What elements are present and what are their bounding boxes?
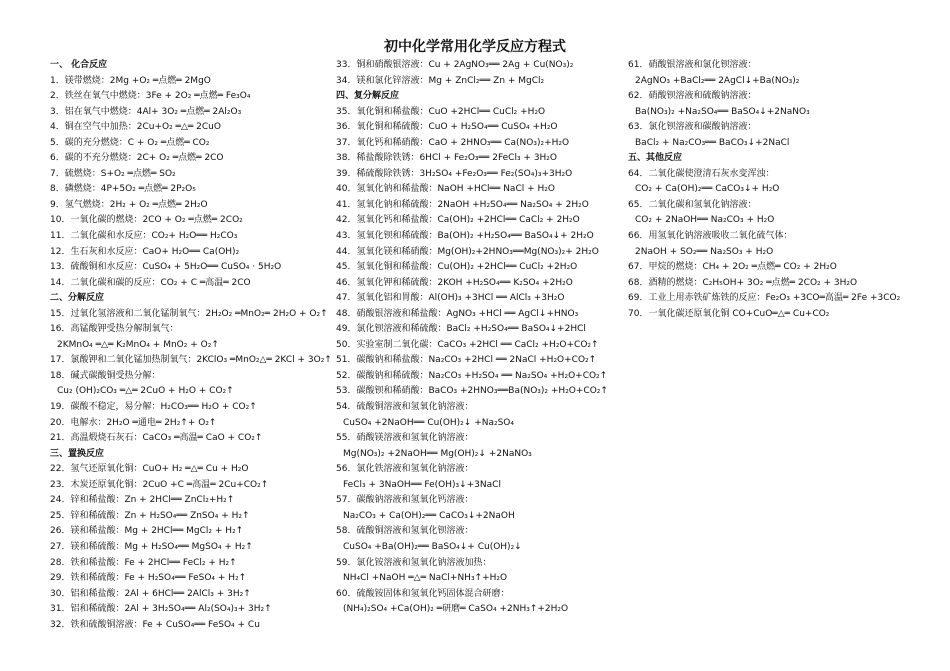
equation-line: NH₄Cl +NaOH ═△═ NaCl+NH₃↑+H₂O	[343, 573, 508, 584]
equation-line: 68．酒精的燃烧：C₂H₅OH+ 3O₂ ═点燃═ 2CO₂ + 3H₂O	[628, 277, 858, 288]
equation-line: 35．氧化铜和稀盐酸：CuO +2HCl══ CuCl₂ +H₂O	[336, 106, 546, 117]
equation-line: 70．一氧化碳还原氧化铜 CO+CuO═△═ Cu+CO₂	[628, 308, 830, 319]
equation-line: 3．铝在氧气中燃烧：4Al+ 3O₂ ═点燃═ 2Al₂O₃	[50, 106, 242, 117]
equation-line: 44．氢氧化镁和稀硝酸：Mg(OH)₂+2HNO₃══Mg(NO₃)₂+ 2H₂O	[336, 246, 599, 257]
equation-line: 56．氯化铁溶液和氢氧化钠溶液：	[336, 464, 474, 475]
equation-line: 26．镁和稀盐酸：Mg + 2HCl══ MgCl₂ + H₂↑	[50, 526, 244, 537]
equation-line: 50．实验室制二氧化碳：CaCO₃ +2HCl ══ CaCl₂ +H₂O+CO₂↑	[336, 339, 599, 350]
equation-line: (NH₄)₂SO₄ +Ca(OH)₂ ═研磨═ CaSO₄ +2NH₃↑+2H₂O	[343, 604, 569, 615]
equation-line: 37．氧化钙和稀硝酸：CaO + 2HNO₃══ Ca(NO₃)₂+H₂O	[336, 137, 570, 148]
equation-line: CO₂ + Ca(OH)₂══ CaCO₃↓+ H₂O	[635, 184, 780, 195]
equation-line: 42．氢氧化钙和稀盐酸：Ca(OH)₂ +2HCl══ CaCl₂ + 2H₂O	[336, 215, 580, 226]
equation-line: 4．铜在空气中加热：2Cu+O₂ ═△═ 2CuO	[50, 122, 221, 133]
equation-line: 40．氢氧化钠和稀盐酸：NaOH +HCl══ NaCl + H₂O	[336, 184, 555, 195]
equation-line: 57．碳酸钠溶液和氢氧化钙溶液：	[336, 495, 474, 506]
equation-line: 2KMnO₄ ═△═ K₂MnO₄ + MnO₂ + O₂↑	[57, 339, 219, 350]
equation-line: 66．用氢氧化钠溶液吸收二氧化硫气体：	[628, 231, 793, 242]
equation-line: Ba(NO₃)₂ +Na₂SO₄══ BaSO₄↓+2NaNO₃	[635, 106, 810, 117]
section-heading: 三、置换反应	[50, 448, 105, 459]
equation-line: 47．氢氧化铝和胃酸：Al(OH)₃ +3HCl ══ AlCl₃ +3H₂O	[336, 293, 565, 304]
section-heading: 四、复分解反应	[336, 91, 400, 102]
section-heading: 二、分解反应	[50, 293, 105, 304]
equation-line: 46．氢氧化钾和稀硫酸：2KOH +H₂SO₄══ K₂SO₄ +2H₂O	[336, 277, 573, 288]
equation-line: 27．镁和稀硫酸：Mg + H₂SO₄══ MgSO₄ + H₂↑	[50, 541, 253, 552]
equation-line: 38．稀盐酸除铁锈：6HCl + Fe₂O₃══ 2FeCl₃ + 3H₂O	[336, 153, 558, 164]
section-heading: 一、 化合反应	[50, 60, 108, 70]
equation-line: 32．铁和硫酸铜溶液：Fe + CuSO₄══ FeSO₄ + Cu	[50, 619, 260, 630]
equation-line: 2NaOH + SO₂══ Na₂SO₃ + H₂O	[635, 246, 774, 257]
equation-line: 16．高锰酸钾受热分解制氧气：	[50, 324, 179, 335]
equation-line: CuSO₄ +Ba(OH)₂══ BaSO₄↓+ Cu(OH)₂↓	[343, 541, 522, 552]
equation-line: 45．氢氧化铜和稀盐酸：Cu(OH)₂ +2HCl══ CuCl₂ +2H₂O	[336, 262, 578, 273]
equation-line: 18．碱式碳酸铜受热分解：	[50, 370, 161, 381]
equation-line: 33．铜和硝酸银溶液：Cu + 2AgNO₃══ 2Ag + Cu(NO₃)₂	[336, 60, 574, 70]
equation-line: 61．硝酸银溶液和氯化钡溶液：	[628, 60, 757, 70]
equation-line: 28．铁和稀盐酸：Fe + 2HCl══ FeCl₂ + H₂↑	[50, 557, 237, 568]
page-title: 初中化学常用化学反应方程式	[384, 39, 566, 55]
equation-line: 41．氢氧化钠和稀硫酸：2NaOH +H₂SO₄══ Na₂SO₄ + 2H₂O	[336, 199, 589, 210]
equation-line: 54．硫酸铜溶液和氢氧化钠溶液：	[336, 402, 474, 413]
equation-line: 1．镁带燃烧：2Mg +O₂ ═点燃═ 2MgO	[50, 75, 211, 86]
equation-line: 7．硫燃烧：S+O₂ ═点燃═ SO₂	[50, 168, 176, 179]
equation-line: 24．锌和稀盐酸：Zn + 2HCl══ ZnCl₂+H₂↑	[50, 495, 235, 506]
equation-line: 65．二氧化碳和氢氧化钠溶液：	[628, 199, 757, 210]
equation-line: 2．铁丝在氧气中燃烧：3Fe + 2O₂ ═点燃═ Fe₃O₄	[50, 91, 251, 102]
equation-line: CO₂ + 2NaOH══ Na₂CO₃ + H₂O	[635, 215, 775, 226]
equation-line: 23．木炭还原氧化铜：2CuO +C ═高温═ 2Cu+CO₂↑	[50, 479, 269, 490]
equation-line: 25．锌和稀硫酸：Zn + H₂SO₄══ ZnSO₄ + H₂↑	[50, 510, 250, 521]
equation-line: BaCl₂ + Na₂CO₃══ BaCO₃↓+2NaCl	[635, 137, 790, 148]
column-2	[336, 58, 620, 618]
equation-line: 39．稀硫酸除铁锈：3H₂SO₄ +Fe₂O₃══ Fe₂(SO₄)₃+3H₂O	[336, 168, 573, 179]
equation-line: 14．二氧化碳和碳的反应：CO₂ + C ═高温═ 2CO	[50, 277, 251, 288]
equation-line: 21．高温煅烧石灰石：CaCO₃ ═高温═ CaO + CO₂↑	[50, 433, 263, 444]
equation-line: 6．碳的不充分燃烧：2C+ O₂ ═点燃═ 2CO	[50, 153, 224, 164]
equation-line: 12．生石灰和水反应：CaO+ H₂O══ Ca(OH)₂	[50, 246, 240, 257]
equation-line: 36．氧化铜和稀硫酸：CuO + H₂SO₄══ CuSO₄ +H₂O	[336, 122, 558, 133]
equation-line: 48．硝酸银溶液和稀盐酸：AgNO₃ +HCl ══ AgCl↓+HNO₃	[336, 308, 579, 319]
equation-line: 58．硫酸铜溶液和氢氧化钡溶液：	[336, 526, 474, 537]
equation-line: 49．氯化钡溶液和稀硫酸：BaCl₂ +H₂SO₄══ BaSO₄↓+2HCl	[336, 324, 586, 335]
equation-line: 2AgNO₃ +BaCl₂══ 2AgCl↓+Ba(NO₃)₂	[635, 75, 800, 86]
equation-line: 64．二氧化碳使澄清石灰水变浑浊：	[628, 168, 775, 179]
equation-line: 67．甲烷的燃烧：CH₄ + 2O₂ ═点燃═ CO₂ + 2H₂O	[628, 262, 837, 273]
equation-line: 55．硝酸镁溶液和氢氧化钠溶液：	[336, 433, 474, 444]
equation-line: 17．氯酸钾和二氧化锰加热制氧气：2KClO₃ ═MnO₂△═ 2KCl + 3O₂↑	[50, 355, 332, 366]
equation-line: Cu₂ (OH)₂CO₃ ═△═ 2CuO + H₂O + CO₂↑	[57, 386, 234, 397]
equation-line: 29．铁和稀硫酸：Fe + H₂SO₄══ FeSO₄ + H₂↑	[50, 573, 247, 584]
equation-line: 13．硫酸铜和水反应：CuSO₄ + 5H₂O══ CuSO₄ · 5H₂O	[50, 262, 282, 273]
column-1	[50, 58, 330, 633]
section-heading: 五、其他反应	[628, 153, 683, 164]
equation-line: 11．二氧化碳和水反应：CO₂+ H₂O══ H₂CO₃	[50, 231, 238, 242]
equation-line: 10．一氧化碳的燃烧：2CO + O₂ ═点燃═ 2CO₂	[50, 215, 243, 226]
equation-line: Mg(NO₃)₂ +2NaOH══ Mg(OH)₂↓ +2NaNO₃	[343, 448, 532, 459]
equation-line: 19．碳酸不稳定，易分解：H₂CO₃══ H₂O + CO₂↑	[50, 402, 257, 413]
equation-line: 8．磷燃烧：4P+5O₂ ═点燃═ 2P₂O₅	[50, 184, 196, 195]
equation-line: 62．硝酸钡溶液和硫酸钠溶液：	[628, 91, 757, 102]
equation-line: 43．氢氧化钡和稀硫酸：Ba(OH)₂ +H₂SO₄══ BaSO₄↓+ 2H₂O	[336, 231, 594, 242]
equation-line: 63．氯化钡溶液和碳酸钠溶液：	[628, 122, 757, 133]
equation-line: 34．镁和氯化锌溶液：Mg + ZnCl₂══ Zn + MgCl₂	[336, 75, 545, 86]
equation-line: 53．碳酸钡和稀硝酸：BaCO₃ +2HNO₃══Ba(NO₃)₂ +H₂O+CO₂↑	[336, 386, 608, 397]
equation-line: 15．过氧化氢溶液和二氧化锰制氧气：2H₂O₂ ═MnO₂═ 2H₂O + O₂↑	[50, 308, 328, 319]
equation-line: 59．氯化铵溶液和氢氧化钠溶液加热：	[336, 557, 492, 568]
equation-line: FeCl₃ + 3NaOH══ Fe(OH)₃↓+3NaCl	[343, 479, 501, 490]
equation-line: Na₂CO₃ + Ca(OH)₂══ CaCO₃↓+2NaOH	[343, 510, 515, 521]
equation-line: 51．碳酸钠和稀盐酸：Na₂CO₃ +2HCl ══ 2NaCl +H₂O+CO₂↑	[336, 355, 597, 366]
equation-line: 20．电解水：2H₂O ═通电═ 2H₂↑+ O₂↑	[50, 417, 217, 428]
equation-line: 9．氢气燃烧：2H₂ + O₂ ═点燃═ 2H₂O	[50, 199, 208, 210]
equation-line: 60．硫酸铵固体和氢氧化钙固体混合研磨：	[336, 588, 510, 599]
equation-line: 31．铝和稀硫酸：2Al + 3H₂SO₄══ Al₂(SO₄)₃+ 3H₂↑	[50, 604, 272, 615]
equation-line: 69．工业上用赤铁矿炼铁的反应：Fe₂O₃ +3CO═高温═ 2Fe +3CO₂	[628, 293, 901, 304]
equation-line: 52．碳酸钠和稀硫酸：Na₂CO₃ +H₂SO₄ ══ Na₂SO₄ +H₂O+CO₂↑	[336, 370, 608, 381]
column-3	[628, 58, 918, 322]
equation-line: 5．碳的充分燃烧：C + O₂ ═点燃═ CO₂	[50, 137, 210, 148]
equation-line: 30．铝和稀盐酸：2Al + 6HCl══ 2AlCl₃ + 3H₂↑	[50, 588, 251, 599]
equation-line: CuSO₄ +2NaOH══ Cu(OH)₂↓ +Na₂SO₄	[343, 417, 514, 428]
equation-line: 22．氢气还原氧化铜：CuO+ H₂ ═△═ Cu + H₂O	[50, 464, 249, 475]
